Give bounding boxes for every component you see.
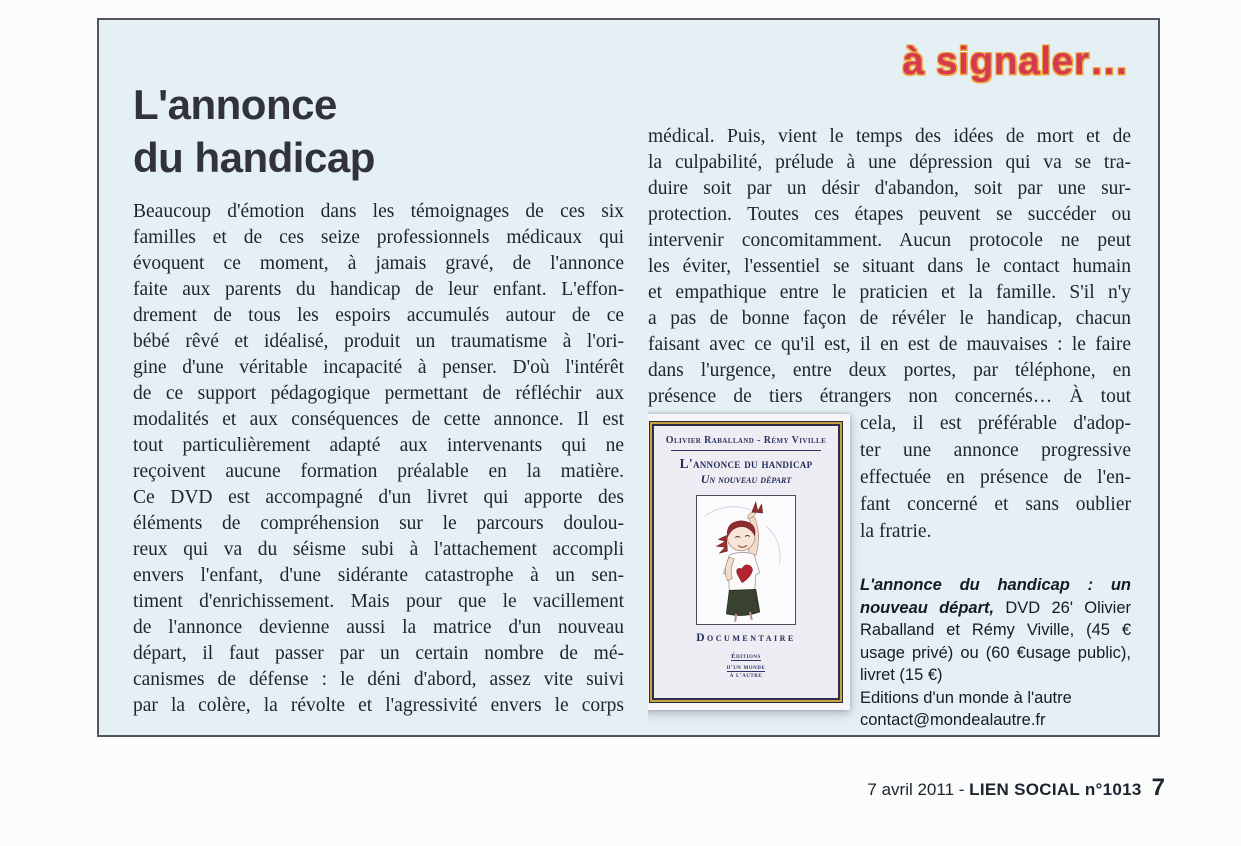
text-line: la fratrie. [860, 521, 932, 542]
footer-page-number: 7 [1151, 774, 1165, 801]
publisher-logo [650, 650, 842, 679]
text-line: ter une annonce progressive [860, 440, 1131, 461]
text-line: bébé rêvé et idéalisé, produit un traumatisme à l'ori- [133, 331, 624, 352]
page-footer [867, 774, 1165, 802]
publisher-line3: à l'autre [729, 672, 763, 679]
text-line: drement de tous les espoirs accumulés autour de ce [133, 305, 624, 326]
text-line: fant concerné et sans oublier [860, 494, 1131, 515]
left-text-column [133, 199, 624, 719]
text-line: la culpabilité, prélude à une dépression qui va se tra- [648, 152, 1131, 173]
article-title [133, 78, 375, 184]
text-line: Beaucoup d'émotion dans les témoignages de ces six [133, 201, 624, 222]
article-panel [97, 18, 1160, 737]
text-line: cela, il est préférable d'adop- [860, 413, 1131, 434]
text-line: faite aux parents du handicap de leur enfant. L'effon- [133, 279, 624, 300]
cover-authors: Olivier Raballand - Rémy Viville [665, 435, 827, 446]
cover-subtitle: Un nouveau départ [700, 472, 792, 486]
article-title-line1: L'annonce [133, 81, 337, 128]
text-line: présence de tiers étrangers non concernés… À tout [648, 386, 1131, 407]
text-line: les éviter, l'essentiel se situant dans le contact humain [648, 256, 1131, 277]
text-line: modalités et aux conséquences de cette annonce. Il est [133, 409, 624, 430]
footer-magazine: LIEN SOCIAL n°1013 [969, 780, 1142, 799]
cover-title: L'annonce du handicap [679, 456, 813, 471]
article-title-line2: du handicap [133, 134, 375, 181]
girl-illustration-icon [697, 496, 795, 624]
footer-date: 7 avril 2011 - [867, 780, 970, 799]
caption-publisher: Editions d'un monde à l'autre [860, 688, 1072, 707]
text-line: et empathique entre le praticien et la famille. S'il n'y [648, 282, 1131, 303]
text-line: intervenir concomitamment. Aucun protocole ne peut [648, 230, 1131, 251]
text-line: évoquent ce moment, à jamais gravé, de l'annonce [133, 253, 624, 274]
text-line: faisant avec ce qu'il est, il en est de mauvaises : le faire [648, 334, 1131, 355]
caption-details: DVD 26' Olivier Raballand et Rémy Viville, (45 € usage privé) ou (60 €usage public), livret (15 €) [860, 598, 1131, 684]
text-line: canismes de défense : le déni d'abord, assez vite suivi [133, 669, 624, 690]
text-line: familles et de ces seize professionnels médicaux qui [133, 227, 624, 248]
publisher-line2: d'un monde [726, 664, 766, 671]
text-line: Ce DVD est accompagné d'un livret qui apporte des [133, 487, 624, 508]
text-line: départ, il faut passer par un certain nombre de mé- [133, 643, 624, 664]
text-line: éléments de compréhension sur le parcours doulou- [133, 513, 624, 534]
cover-divider [671, 450, 821, 451]
text-line: dans l'urgence, entre deux portes, par téléphone, en [648, 360, 1131, 381]
right-text-column [648, 124, 1131, 732]
image-and-wrap-zone [648, 410, 1131, 732]
text-line: de l'annonce devienne aussi la matrice d'un nouveau [133, 617, 624, 638]
right-column-top-lines [648, 124, 1131, 410]
text-line: a pas de bonne façon de révéler le handicap, chacun [648, 308, 1131, 329]
cover-illustration [696, 495, 796, 625]
text-line: par la colère, la révolte et l'agressivité envers le corps [133, 695, 624, 716]
publisher-line1: Éditions [731, 653, 761, 660]
text-line: gine d'une véritable incapacité à penser. D'où l'intérêt [133, 357, 624, 378]
text-line: tout particulièrement adapté aux intervenants qui ne [133, 435, 624, 456]
text-line: duire soit par un désir d'abandon, soit par une sur- [648, 178, 1131, 199]
text-line: envers l'enfant, d'une sidérante catastrophe à un sen- [133, 565, 624, 586]
dvd-cover-photo [648, 414, 850, 710]
text-line: de ce support pédagogique permettant de réfléchir aux [133, 383, 624, 404]
text-line: timent d'enrichissement. Mais pour que le vacillement [133, 591, 624, 612]
text-line: reçoivent aucune formation préalable en la matière. [133, 461, 624, 482]
text-line: protection. Toutes ces étapes peuvent se succéder ou [648, 204, 1131, 225]
text-line: médical. Puis, vient le temps des idées de mort et de [648, 126, 1131, 147]
text-line: effectuée en présence de l'en- [860, 467, 1131, 488]
dvd-cover [649, 421, 843, 703]
cover-genre: Documentaire [696, 632, 796, 644]
caption-title: L'annonce du handicap : un nouveau départ, [860, 576, 1131, 617]
text-line: reux qui va du séisme subi à l'attachement accompli [133, 539, 624, 560]
section-label: à signaler… [902, 40, 1129, 83]
caption-email: contact@mondealautre.fr [860, 711, 1046, 729]
